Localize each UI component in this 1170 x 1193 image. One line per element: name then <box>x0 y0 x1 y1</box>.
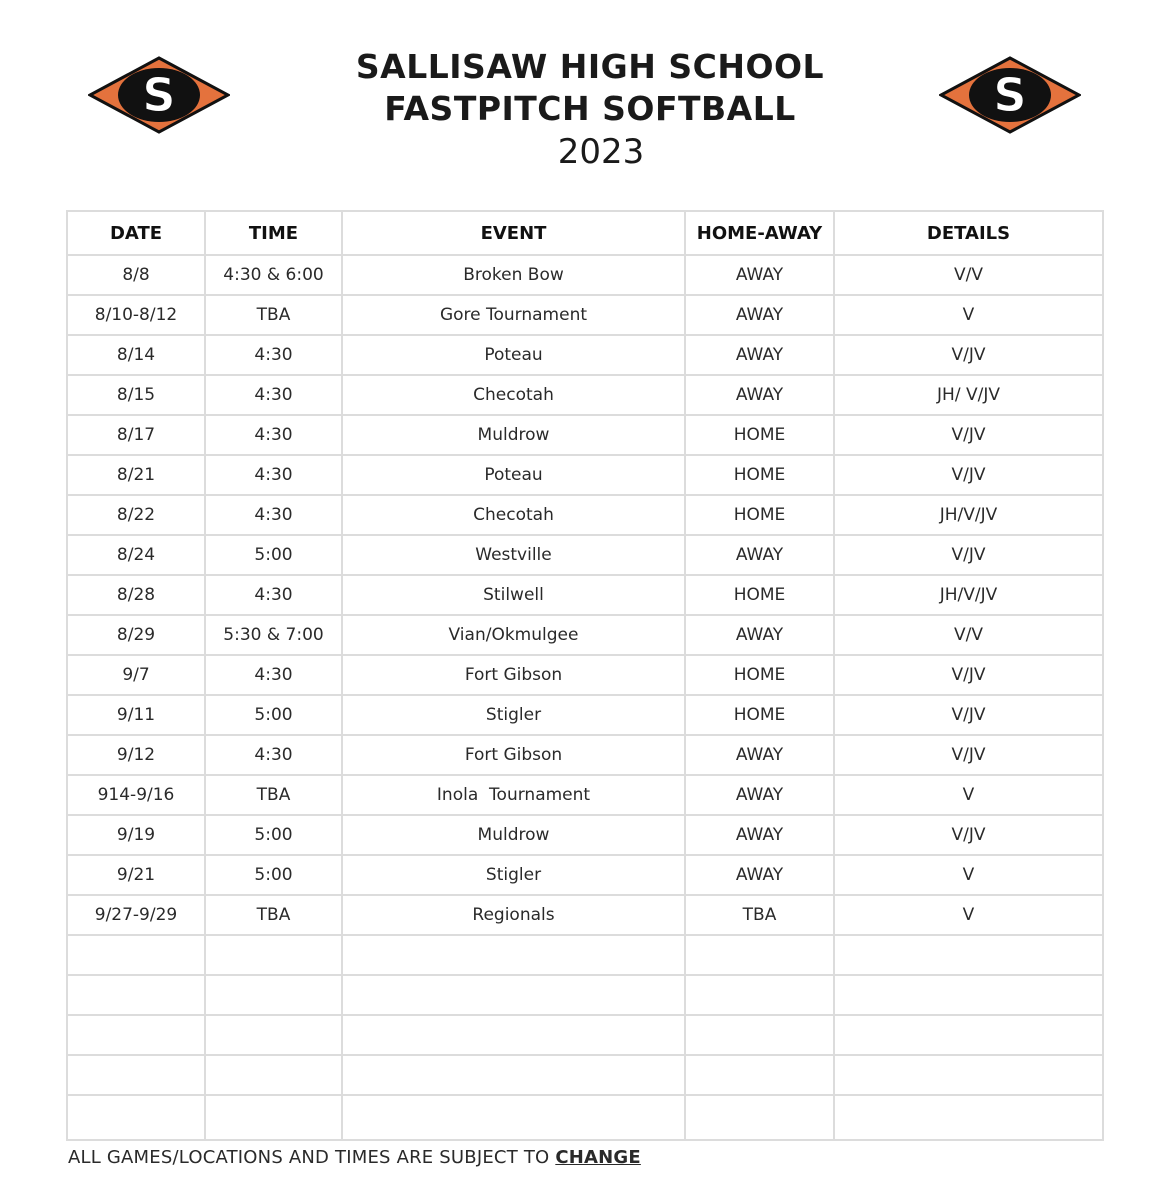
disclaimer-text: ALL GAMES/LOCATIONS AND TIMES ARE SUBJECT TO <box>68 1147 556 1168</box>
table-row <box>67 295 1103 335</box>
time-cell: 4:30 <box>205 655 342 695</box>
details-cell: V <box>834 775 1103 815</box>
details-cell: V/JV <box>834 535 1103 575</box>
date-cell: 9/27-9/29 <box>67 895 205 935</box>
date-cell: 8/22 <box>67 495 205 535</box>
event-cell: Muldrow <box>342 815 685 855</box>
date-cell: 8/14 <box>67 335 205 375</box>
table-row <box>67 855 1103 895</box>
empty-cell <box>834 975 1103 1015</box>
home-away-cell: AWAY <box>685 255 834 295</box>
details-cell: V <box>834 295 1103 335</box>
home-away-cell: HOME <box>685 655 834 695</box>
empty-cell <box>205 1055 342 1095</box>
home-away-cell: HOME <box>685 695 834 735</box>
home-away-cell: AWAY <box>685 855 834 895</box>
time-cell: 5:00 <box>205 695 342 735</box>
empty-cell <box>205 1095 342 1140</box>
event-cell: Inola Tournament <box>342 775 685 815</box>
time-cell: 5:00 <box>205 855 342 895</box>
disclaimer <box>68 1147 641 1168</box>
column-header-time: TIME <box>205 211 342 255</box>
event-cell: Poteau <box>342 335 685 375</box>
home-away-cell: AWAY <box>685 295 834 335</box>
time-cell: 4:30 & 6:00 <box>205 255 342 295</box>
table-row <box>67 495 1103 535</box>
details-cell: V/V <box>834 255 1103 295</box>
schedule-table <box>66 210 1104 1141</box>
time-cell: 4:30 <box>205 575 342 615</box>
home-away-cell: AWAY <box>685 375 834 415</box>
date-cell: 914-9/16 <box>67 775 205 815</box>
table-row <box>67 815 1103 855</box>
school-name: SALLISAW HIGH SCHOOL <box>355 47 825 86</box>
table-row <box>67 575 1103 615</box>
empty-cell <box>685 975 834 1015</box>
details-cell: V/JV <box>834 695 1103 735</box>
empty-cell <box>342 1095 685 1140</box>
empty-cell <box>685 1095 834 1140</box>
schedule-body <box>67 255 1103 1140</box>
time-cell: 4:30 <box>205 455 342 495</box>
home-away-cell: HOME <box>685 415 834 455</box>
details-cell: JH/V/JV <box>834 495 1103 535</box>
empty-cell <box>834 1055 1103 1095</box>
empty-cell <box>67 1095 205 1140</box>
event-cell: Checotah <box>342 495 685 535</box>
table-header-row <box>67 211 1103 255</box>
details-cell: V/JV <box>834 335 1103 375</box>
table-row <box>67 535 1103 575</box>
event-cell: Broken Bow <box>342 255 685 295</box>
table-row <box>67 615 1103 655</box>
event-cell: Fort Gibson <box>342 655 685 695</box>
table-row <box>67 775 1103 815</box>
column-header-home-away: HOME-AWAY <box>685 211 834 255</box>
empty-cell <box>834 1015 1103 1055</box>
date-cell: 8/21 <box>67 455 205 495</box>
details-cell: JH/V/JV <box>834 575 1103 615</box>
empty-cell <box>342 1015 685 1055</box>
time-cell: TBA <box>205 775 342 815</box>
details-cell: V/V <box>834 615 1103 655</box>
event-cell: Gore Tournament <box>342 295 685 335</box>
time-cell: 4:30 <box>205 335 342 375</box>
home-away-cell: AWAY <box>685 535 834 575</box>
date-cell: 9/12 <box>67 735 205 775</box>
home-away-cell: HOME <box>685 575 834 615</box>
event-cell: Poteau <box>342 455 685 495</box>
empty-cell <box>205 1015 342 1055</box>
details-cell: V/JV <box>834 655 1103 695</box>
disclaimer-emphasis: CHANGE <box>555 1147 641 1168</box>
empty-row <box>67 975 1103 1015</box>
date-cell: 8/29 <box>67 615 205 655</box>
table-row <box>67 335 1103 375</box>
time-cell: 5:00 <box>205 535 342 575</box>
time-cell: 4:30 <box>205 415 342 455</box>
home-away-cell: AWAY <box>685 615 834 655</box>
table-row <box>67 735 1103 775</box>
empty-row <box>67 1055 1103 1095</box>
empty-cell <box>205 975 342 1015</box>
table-row <box>67 255 1103 295</box>
column-header-details: DETAILS <box>834 211 1103 255</box>
date-cell: 9/21 <box>67 855 205 895</box>
table-row <box>67 695 1103 735</box>
event-cell: Vian/Okmulgee <box>342 615 685 655</box>
event-cell: Regionals <box>342 895 685 935</box>
event-cell: Westville <box>342 535 685 575</box>
home-away-cell: AWAY <box>685 775 834 815</box>
details-cell: V/JV <box>834 455 1103 495</box>
details-cell: V/JV <box>834 815 1103 855</box>
event-cell: Stigler <box>342 695 685 735</box>
empty-row <box>67 935 1103 975</box>
empty-cell <box>342 935 685 975</box>
empty-cell <box>342 1055 685 1095</box>
empty-cell <box>685 1015 834 1055</box>
date-cell: 8/24 <box>67 535 205 575</box>
page-title <box>0 46 1170 174</box>
date-cell: 8/8 <box>67 255 205 295</box>
time-cell: 5:30 & 7:00 <box>205 615 342 655</box>
details-cell: V/JV <box>834 415 1103 455</box>
event-cell: Checotah <box>342 375 685 415</box>
date-cell: 8/28 <box>67 575 205 615</box>
details-cell: JH/ V/JV <box>834 375 1103 415</box>
event-cell: Stigler <box>342 855 685 895</box>
empty-cell <box>67 1055 205 1095</box>
empty-cell <box>834 1095 1103 1140</box>
home-away-cell: AWAY <box>685 735 834 775</box>
empty-cell <box>834 935 1103 975</box>
table-row <box>67 655 1103 695</box>
time-cell: 4:30 <box>205 375 342 415</box>
empty-row <box>67 1015 1103 1055</box>
empty-cell <box>67 935 205 975</box>
time-cell: 5:00 <box>205 815 342 855</box>
date-cell: 8/17 <box>67 415 205 455</box>
empty-cell <box>342 975 685 1015</box>
home-away-cell: HOME <box>685 455 834 495</box>
event-cell: Muldrow <box>342 415 685 455</box>
table-row <box>67 375 1103 415</box>
home-away-cell: AWAY <box>685 815 834 855</box>
time-cell: 4:30 <box>205 495 342 535</box>
table-row <box>67 455 1103 495</box>
event-cell: Fort Gibson <box>342 735 685 775</box>
time-cell: TBA <box>205 295 342 335</box>
sport-name: FASTPITCH SOFTBALL <box>384 89 796 128</box>
table-row <box>67 415 1103 455</box>
svg-text:S: S <box>142 68 176 122</box>
empty-cell <box>205 935 342 975</box>
empty-cell <box>685 1055 834 1095</box>
date-cell: 9/7 <box>67 655 205 695</box>
home-away-cell: AWAY <box>685 335 834 375</box>
table-row <box>67 895 1103 935</box>
date-cell: 8/15 <box>67 375 205 415</box>
empty-cell <box>685 935 834 975</box>
empty-cell <box>67 975 205 1015</box>
column-header-date: DATE <box>67 211 205 255</box>
date-cell: 8/10-8/12 <box>67 295 205 335</box>
svg-text:S: S <box>993 68 1027 122</box>
date-cell: 9/19 <box>67 815 205 855</box>
date-cell: 9/11 <box>67 695 205 735</box>
time-cell: 4:30 <box>205 735 342 775</box>
home-away-cell: HOME <box>685 495 834 535</box>
time-cell: TBA <box>205 895 342 935</box>
details-cell: V <box>834 855 1103 895</box>
details-cell: V/JV <box>834 735 1103 775</box>
home-away-cell: TBA <box>685 895 834 935</box>
column-header-event: EVENT <box>342 211 685 255</box>
season-year: 2023 <box>557 132 645 172</box>
empty-row <box>67 1095 1103 1140</box>
empty-cell <box>67 1015 205 1055</box>
event-cell: Stilwell <box>342 575 685 615</box>
details-cell: V <box>834 895 1103 935</box>
